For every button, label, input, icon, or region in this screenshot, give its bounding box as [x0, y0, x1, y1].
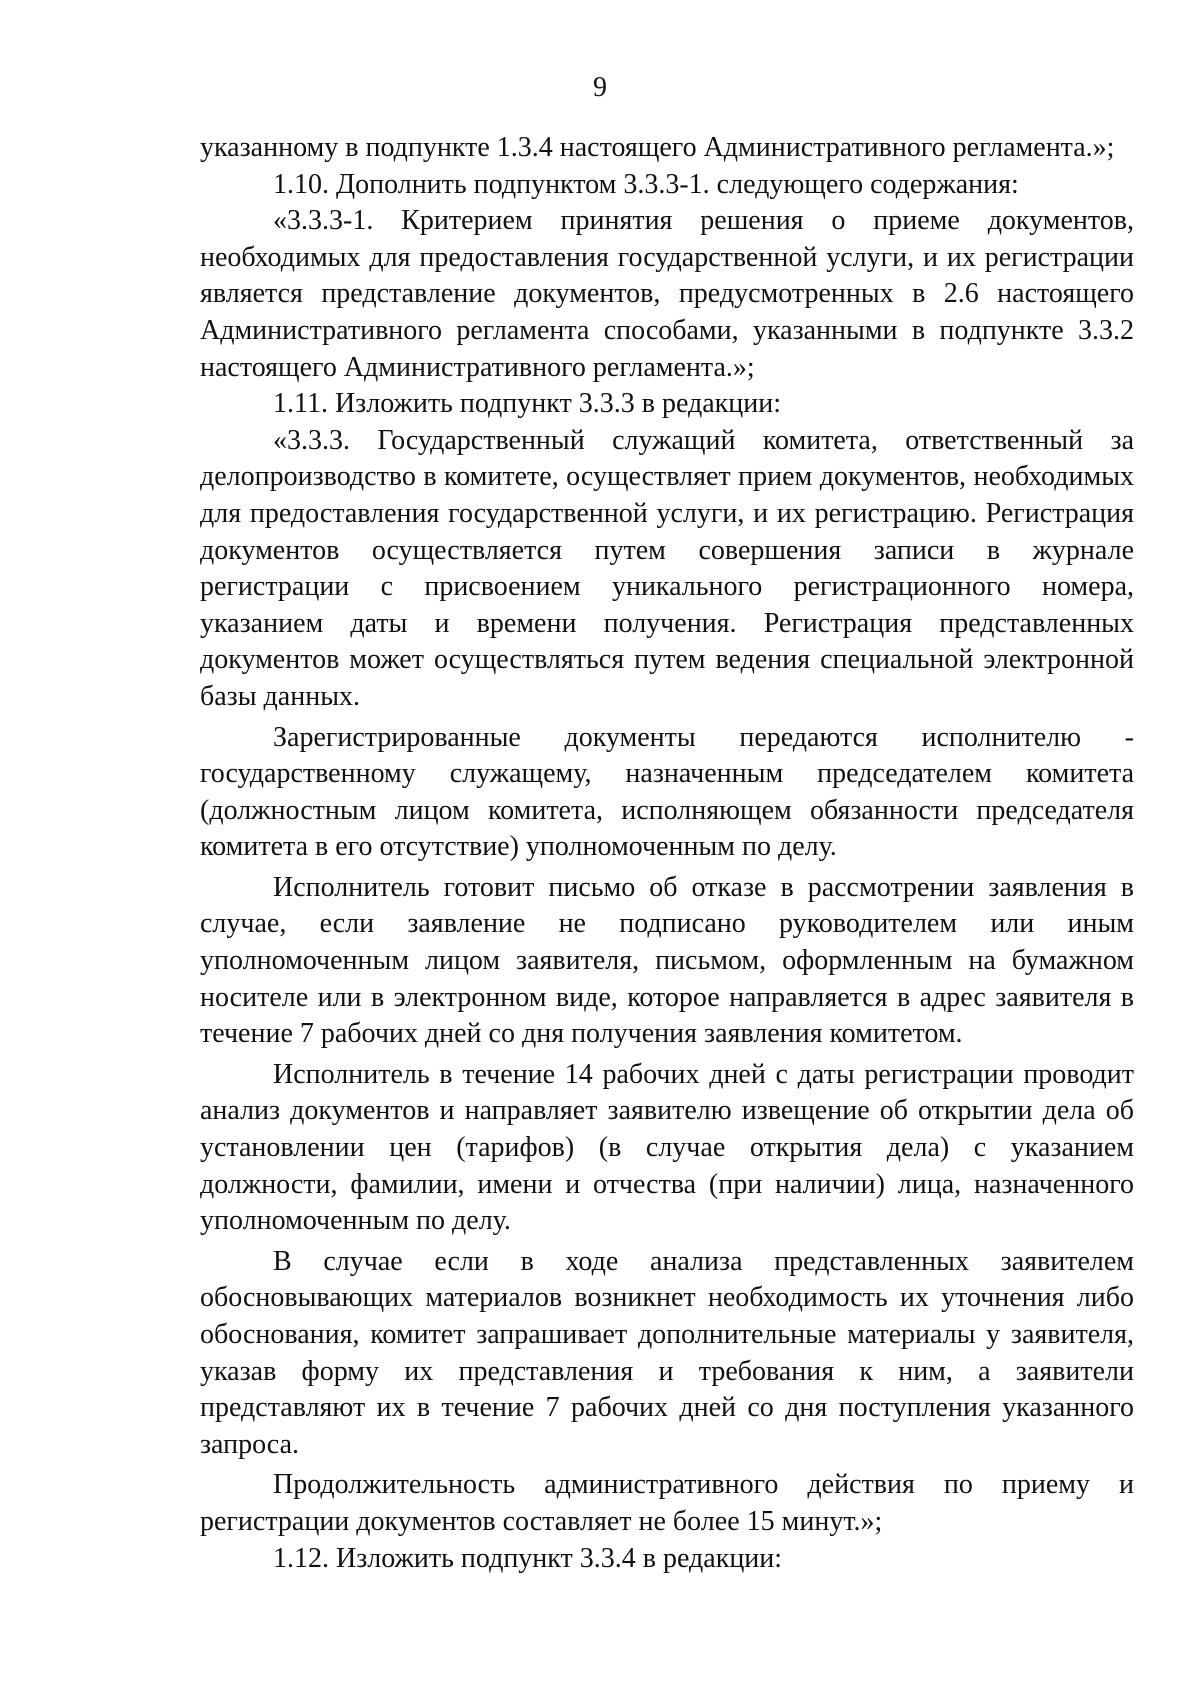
paragraph-clause-3-3-3: «3.3.3. Государственный служащий комитета, ответственный за делопроизводство в комитете, осуществляет прием документов, необходимых для предоставления государственной услуги, и их регистрацию. Регистрация документов осуществляется путем совершения записи в журнале регистрации с присвоением уникального регистрационного номера, указанием даты и времени получения. Регистрация представленных документов может осуществляться путем ведения специальной электронной базы данных.: [200, 424, 1134, 712]
paragraph-additional-materials: В случае если в ходе анализа представленных заявителем обосновывающих материалов возникнет необходимость их уточнения либо обоснования, комитет запрашивает дополнительные материалы у заявителя, указав форму их представления и требования к ним, а заявители представляют их в течение 7 рабочих дней со дня поступления указанного запроса.: [200, 1245, 1134, 1460]
paragraph-refusal-letter: Исполнитель готовит письмо об отказе в рассмотрении заявления в случае, если заявление не подписано руководителем или иным уполномоченным лицом заявителя, письмом, оформленным на бумажном носителе или в электронном виде, которое направляется в адрес заявителя в течение 7 рабочих дней со дня получения заявления комитетом.: [200, 871, 1134, 1050]
paragraph-item-1-12: 1.12. Изложить подпункт 3.3.4 в редакции:: [273, 1542, 783, 1574]
document-body: [200, 130, 1134, 1577]
paragraph-duration: Продолжительность административного действия по приему и регистрации документов составляет не более 15 минут.»;: [200, 1469, 1134, 1537]
paragraph-registered-documents: Зарегистрированные документы передаются исполнителю - государственному служащему, назначенным председателем комитета (должностным лицом комитета, исполняющем обязанности председателя комитета в его отсутствие) уполномоченным по делу.: [200, 721, 1134, 863]
paragraph-item-1-10: 1.10. Дополнить подпунктом 3.3.3-1. следующего содержания:: [273, 168, 1019, 200]
paragraph-document-analysis: Исполнитель в течение 14 рабочих дней с даты регистрации проводит анализ документов и направляет заявителю извещение об открытии дела об установлении цен (тарифов) (в случае открытия дела) с указанием должности, фамилии, имени и отчества (при наличии) лица, назначенного уполномоченным по делу.: [200, 1058, 1134, 1237]
paragraph-continuation: указанному в подпункте 1.3.4 настоящего Административного регламента.»;: [200, 132, 1115, 163]
paragraph-clause-3-3-3-1: «3.3.3-1. Критерием принятия решения о приеме документов, необходимых для предоставления государственной услуги, и их регистрации является представление документов, предусмотренных в 2.6 настоящего Административного регламента способами, указанными в подпункте 3.3.2 настоящего Административного регламента.»;: [200, 205, 1134, 383]
paragraph-item-1-11: 1.11. Изложить подпункт 3.3.3 в редакции:: [273, 388, 782, 420]
page-number: 9: [593, 72, 607, 103]
